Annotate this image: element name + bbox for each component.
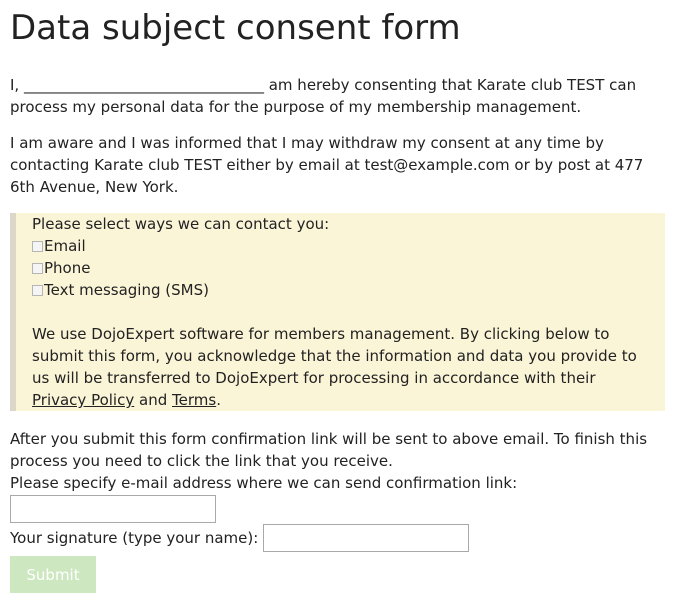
contact-option-label: Email <box>44 237 86 255</box>
privacy-policy-link[interactable]: Privacy Policy <box>32 391 135 409</box>
page-title: Data subject consent form <box>10 8 461 48</box>
contact-option-phone[interactable] <box>32 257 649 279</box>
withdraw-statement: I am aware and I was informed that I may withdraw my consent at any time by contacting Karate club TEST either by email at test@example.com or by post at 477 6th Avenue, New York. <box>10 134 644 196</box>
consent-statement <box>10 74 665 118</box>
processing-notice <box>32 323 649 411</box>
signature-row <box>10 524 665 552</box>
contact-prompt: Please select ways we can contact you: <box>32 215 330 233</box>
contact-option-email[interactable] <box>32 235 649 257</box>
contact-option-sms[interactable] <box>32 279 649 301</box>
signature-field[interactable] <box>263 524 469 552</box>
email-field[interactable] <box>10 495 216 523</box>
signature-label: Your signature (type your name): <box>10 529 259 547</box>
confirmation-info: After you submit this form confirmation link will be sent to above email. To finish this process you need to click the link that you receive. <box>10 430 648 470</box>
contact-option-label: Text messaging (SMS) <box>44 281 209 299</box>
consent-prefix: I, <box>10 76 24 94</box>
notice-and: and <box>134 391 172 409</box>
email-checkbox[interactable] <box>32 241 43 252</box>
email-prompt: Please specify e-mail address where we can send confirmation link: <box>10 474 518 492</box>
phone-checkbox[interactable] <box>32 263 43 274</box>
consent-suffix: am hereby consenting that Karate club TEST can process my personal data for the purpose of my membership management. <box>10 76 637 116</box>
notice-text: We use DojoExpert software for members management. By clicking below to submit this form, you acknowledge that the information and data you provide to us will be transferred to DojoExpert for processing in accordance with their <box>32 325 637 387</box>
contact-preferences-box <box>10 213 665 411</box>
contact-option-label: Phone <box>44 259 91 277</box>
name-blank-line: ________________________________ <box>23 76 264 94</box>
terms-link[interactable]: Terms <box>172 391 217 409</box>
sms-checkbox[interactable] <box>32 285 43 296</box>
submit-button[interactable]: Submit <box>10 556 96 593</box>
notice-end: . <box>216 391 221 409</box>
